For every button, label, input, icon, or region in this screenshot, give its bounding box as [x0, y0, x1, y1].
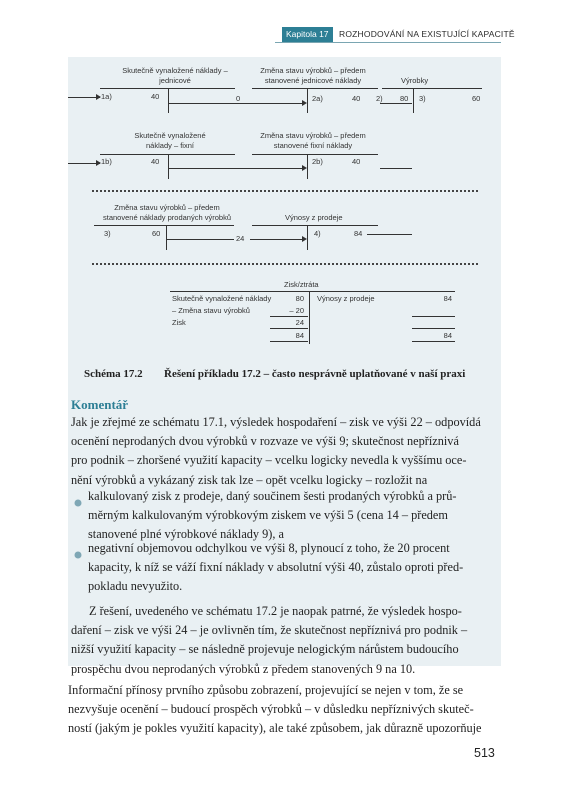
dotted-separator: [92, 263, 478, 265]
row2-change-title: Změna stavu výrobků – předem stanovené fixní náklady: [260, 131, 366, 150]
products-p3-label: 3): [419, 94, 426, 103]
row1-transfer-line: [169, 103, 305, 104]
row3-transfer-line-right: [250, 239, 305, 240]
bullet-icon: [74, 494, 82, 502]
header-rule: [275, 42, 501, 43]
products-divider: [413, 88, 414, 113]
row2-transfer-line: [169, 168, 305, 169]
body-paragraph: Informační přínosy prvního způsobu zobrazení, projevující se nejen v tom, že se nezvyšuje ocenění – budoucí prospěch výrobků – v důsledku nepříznivých skuteč- ností (jakým je pokles využití kapacity), ale také způsobem, jak důrazně upozorňuje: [68, 683, 482, 736]
row3-right-label: 4): [314, 229, 321, 238]
row2-change-divider: [307, 154, 308, 179]
row3-left-label: 3): [104, 229, 111, 238]
row1-zero: 0: [236, 94, 241, 103]
pl-title: Zisk/ztráta: [284, 280, 319, 289]
bullet-item: kalkulovaný zisk z prodeje, daný součinem šesti prodaných výrobků a prů- měrným kalkulovaným výrobkovým ziskem ve výši 5 (cena 14 – předem stanovené plné výrobkové náklady 9), a: [88, 489, 457, 542]
row2-mid-value: 40: [352, 157, 361, 166]
row3-revenue-divider: [307, 225, 308, 250]
row3-change-divider: [166, 225, 167, 250]
row3-revenue-top-line: [252, 225, 378, 226]
pl-right-subtotal-line: [412, 316, 455, 317]
row2-change-top-line: [252, 154, 378, 155]
row1-change-divider: [307, 88, 308, 113]
row3-transfer-line-left: [167, 239, 234, 240]
pl-row-value: 84: [295, 331, 304, 340]
row3-right-value: 84: [354, 229, 363, 238]
comment-paragraph: Jak je zřejmé ze schématu 17.1, výsledek hospodaření – zisk ve výši 22 – odpovídá ocenění neprodaných dvou výrobků v rozvaze ve výši 9; skutečnost nepříznivá pro podnik – zhoršené využití kapacity – vcelku logicky nevedla k vyššímu oce- nění výrobků a vykázaný zisk tak lze – opět vcelku logicky – rozložit na: [71, 415, 481, 487]
row3-left-value: 60: [152, 229, 161, 238]
row2-out-line: [380, 168, 412, 169]
row1-actual-divider: [168, 88, 169, 113]
page-number: 513: [474, 746, 495, 760]
products-top-line: [382, 88, 482, 89]
row1-actual-title: Skutečně vynaložené náklady – jednicové: [122, 66, 228, 85]
row3-change-top-line: [94, 225, 234, 226]
pl-right-value: 84: [443, 294, 452, 303]
caption-text: Řešení příkladu 17.2 – často nesprávně uplatňované v naší praxi: [164, 368, 466, 380]
products-p3-value: 60: [472, 94, 481, 103]
comment-paragraph: Z řešení, uvedeného ve schématu 17.2 je naopak patrné, že výsledek hospo- daření – zisk ve výši 24 – je ovlivněn tím, že skutečnost nepříznivá pro podnik – nižší využití kapacity – se následně projevuje nelogickým nárůstem budoucího prospěchu dvou neprodaných výrobků z předem stanovených 9 na 10.: [71, 604, 468, 676]
pl-row-label: Skutečně vynaložené náklady: [172, 294, 272, 303]
running-header-title: ROZHODOVÁNÍ NA EXISTUJÍCÍ KAPACITĚ: [339, 29, 515, 39]
products-p2-value: 80: [400, 94, 409, 103]
row1-mid-value: 40: [352, 94, 361, 103]
row2-actual-divider: [168, 154, 169, 179]
row1-products-title: Výrobky: [401, 76, 429, 85]
pl-row-label: Zisk: [172, 318, 186, 327]
pl-row-value: 80: [295, 294, 304, 303]
pl-row-label: – Změna stavu výrobků: [172, 306, 250, 315]
pl-bottom-line-left: [270, 341, 308, 342]
row1-out-line: [380, 103, 412, 104]
row1-left-label: 1a): [101, 92, 112, 101]
figure-caption: [84, 368, 494, 380]
pl-divider: [309, 291, 310, 344]
pl-row-value: – 20: [289, 306, 304, 315]
row3-change-title: Změna stavu výrobků – předem stanovené náklady prodaných výrobků: [103, 203, 231, 222]
row2-left-value: 40: [151, 157, 160, 166]
pl-right-total: 84: [443, 331, 452, 340]
row2-actual-title: Skutečně vynaložené náklady – fixní: [134, 131, 206, 150]
bullet-item: negativní objemovou odchylkou ve výši 8, plynoucí z toho, že 20 procent kapacity, k níž se váží fixní náklady v absolutní výši 40, zůstalo oproti před- pokladu nevyužito.: [88, 541, 464, 594]
row1-left-value: 40: [151, 92, 160, 101]
row1-change-top-line: [252, 88, 378, 89]
row2-left-label: 1b): [101, 157, 112, 166]
caption-number: Schéma 17.2: [84, 368, 143, 380]
products-p2-label: 2): [376, 94, 383, 103]
row3-revenue-title: Výnosy z prodeje: [285, 213, 343, 222]
dotted-separator: [92, 190, 478, 192]
bullet-icon: [74, 546, 82, 554]
pl-bottom-line-right: [412, 341, 455, 342]
row1-mid-label: 2a): [312, 94, 323, 103]
pl-subtotal-line: [270, 316, 308, 317]
pl-row-value: 24: [295, 318, 304, 327]
pl-top-line: [170, 291, 455, 292]
comment-heading: Komentář: [71, 397, 129, 412]
row2-mid-label: 2b): [312, 157, 323, 166]
pl-total-line-left: [270, 328, 308, 329]
row3-out-line: [367, 234, 412, 235]
chapter-badge: Kapitola 17: [282, 27, 333, 42]
row3-arrow-value: 24: [236, 234, 245, 243]
pl-right-label: Výnosy z prodeje: [317, 294, 375, 303]
pl-total-line-right: [412, 328, 455, 329]
row1-change-title: Změna stavu výrobků – předem stanovené jednicové náklady: [260, 66, 366, 85]
